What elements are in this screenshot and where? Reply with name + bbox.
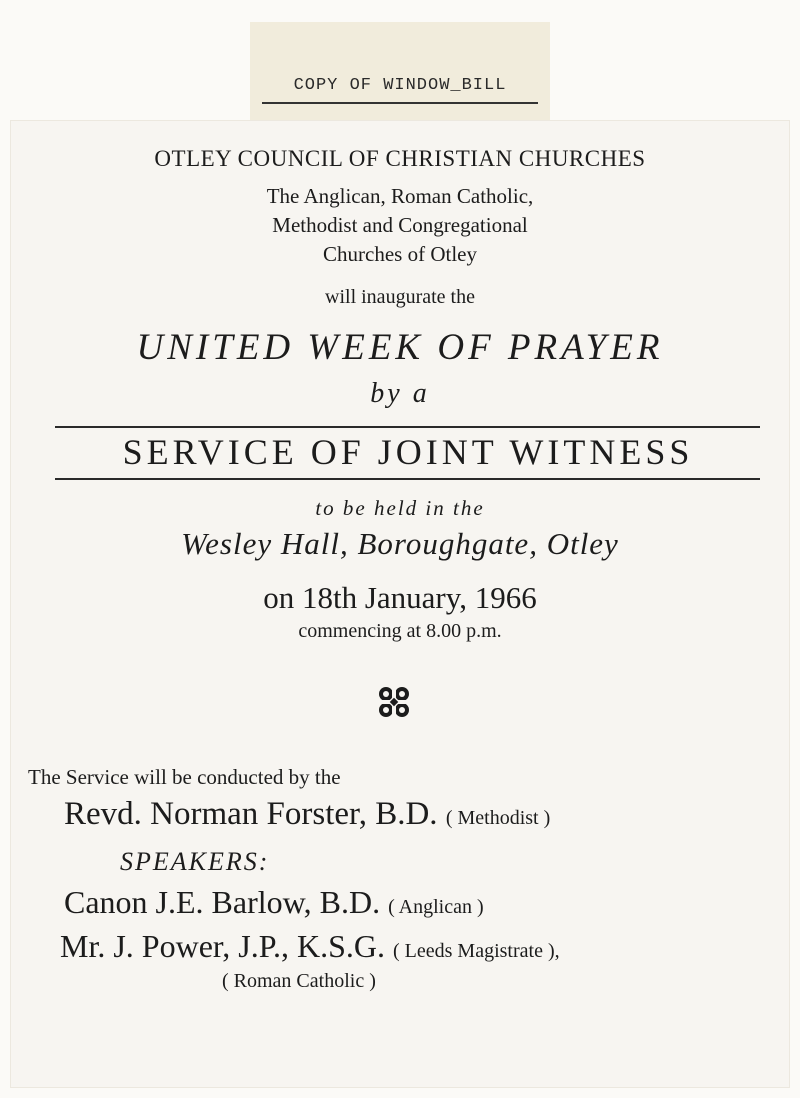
speaker-2-role-secondary: ( Roman Catholic ) [222,970,376,992]
minister-line [64,796,550,833]
date-text: on 18th January, 1966 [263,580,537,615]
speakers-heading: SPEAKERS: [120,847,270,876]
title-rule-bottom [55,478,760,480]
speaker-2-role: ( Leeds Magistrate ), [393,940,560,962]
quatrefoil-ornament-icon [374,682,414,722]
service-title: SERVICE OF JOINT WITNESS [122,432,694,472]
by-a-text: by a [370,378,430,409]
minister-role: ( Methodist ) [445,807,551,829]
time-text: commencing at 8.00 p.m. [298,620,502,642]
minister-name: Revd. Norman Forster, B.D. [64,796,438,832]
venue-text: Wesley Hall, Boroughgate, Otley [181,526,619,561]
churches-line-2: Methodist and Congregational [272,213,528,237]
council-heading: OTLEY COUNCIL OF CHRISTIAN CHURCHES [154,146,646,171]
conducted-by-text: The Service will be conducted by the [28,765,341,789]
churches-line-1: The Anglican, Roman Catholic, [266,184,534,208]
churches-line-3: Churches of Otley [323,242,477,266]
copy-label-underline [262,102,538,104]
speaker-1-role: ( Anglican ) [388,896,484,918]
title-rule-top [55,426,760,428]
week-of-prayer-title: UNITED WEEK OF PRAYER [136,327,664,368]
copy-label-strip [250,22,550,120]
speaker-1-name: Canon J.E. Barlow, B.D. [64,884,381,920]
speaker-1-line [64,884,484,921]
speaker-2-name: Mr. J. Power, J.P., K.S.G. [60,928,385,964]
copy-label-text: COPY OF WINDOW_BILL [293,76,507,95]
held-in-text: to be held in the [315,496,485,520]
inaugurate-text: will inaugurate the [325,286,475,308]
speaker-2-line [60,928,560,965]
